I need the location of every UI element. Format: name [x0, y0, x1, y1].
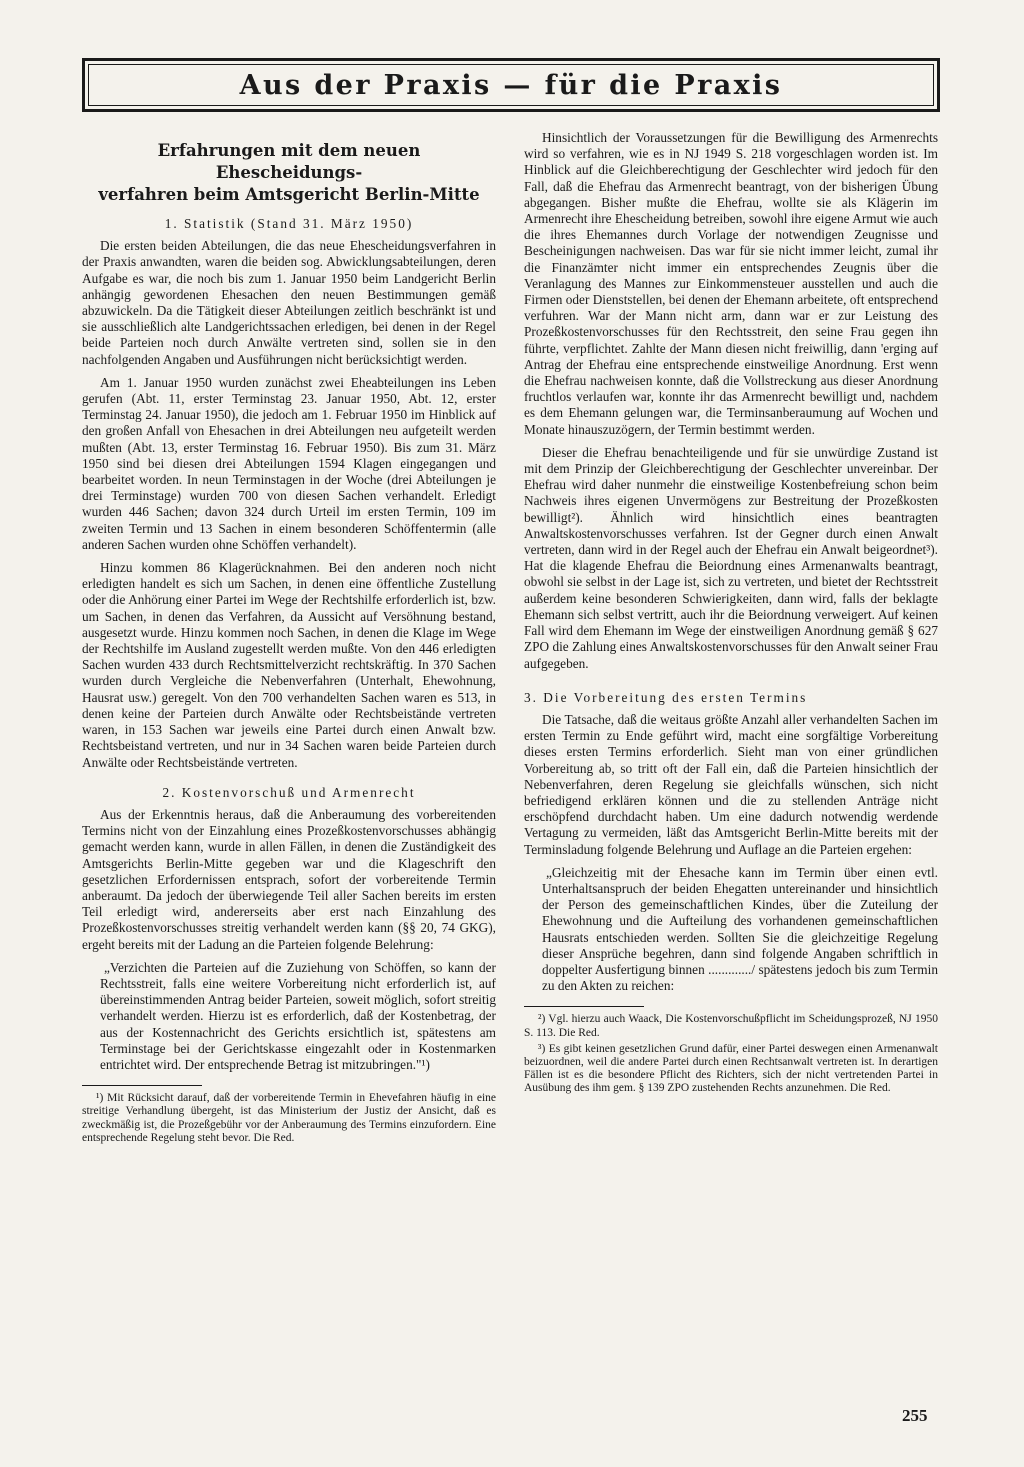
section-heading-kostenvorschuss: 2. Kostenvorschuß und Armenrecht	[162, 784, 416, 800]
block-quote: „Verzichten die Parteien auf die Zuziehung von Schöffen, so kann der Rechtsstreit, falls eine weitere Vorbereitung nicht erforderlich ist, auf übereinstimmenden Antrag beider Parteien, soweit möglich, sofort streitig verhandelt werden. Hierzu ist es erforderlich, daß der Kostenbetrag, der aus der Kostennachricht des Gerichts ersichtlich ist, spätestens am Terminstage bei der Gerichtskasse eingezahlt oder in Kostenmarken entrichtet wird. Der entsprechende Betrag ist mitzubringen."¹)	[100, 959, 496, 1072]
section-heading-statistik: 1. Statistik (Stand 31. März 1950)	[164, 216, 414, 231]
section-heading-vorbereitung: 3. Die Vorbereitung des ersten Termins	[524, 689, 808, 705]
paragraph: Die Tatsache, daß die weitaus größte Anzahl aller verhandelten Sachen im ersten Termin zu Ende geführt wird, macht eine sorgfältige Vorbereitung dieses ersten Termins erforderlich. Sieht man von einer gründlichen Vorbereitung ab, so tritt oft der Fall ein, daß die Parteien hinsichtlich der Nebenverfahren, deren Regelung sie gleichfalls wünschen, sich nicht befriedigend erklären können und die zu stellenden Anträge nicht erschöpfend durchdacht haben. Um eine dadurch notwendig werdende Vertagung zu vermeiden, läßt das Amtsgericht Berlin-Mitte bereits mit der Terminsladung folgende Belehrung und Auflage an die Parteien ergehen:	[524, 711, 938, 857]
article-title-line-1: Erfahrungen mit dem neuen Ehescheidungs-	[157, 141, 421, 182]
footnote-3: ³) Es gibt keinen gesetzlichen Grund dafür, einer Partei deswegen einen Armenanwalt beizuordnen, weil die andere Partei durch einen Rechtsanwalt vertreten ist. In derartigen Fällen ist es die besondere Pflicht des Richters, sich der nicht vertretenden Partei in Ausübung des ihm gem. § 139 ZPO zustehenden Rechts anzunehmen. Die Red.	[524, 1042, 938, 1095]
paragraph: Am 1. Januar 1950 wurden zunächst zwei Eheabteilungen ins Leben gerufen (Abt. 11, erster Terminstag 23. Januar 1950, Abt. 12, erster Terminstag 24. Januar 1950), die jedoch am 1. Februar 1950 im Hinblick auf den großen Anfall von Ehesachen in drei Abteilungen neu aufgeteilt werden mußten (Abt. 13, erster Terminstag 16. Februar 1950). Bis zum 31. März 1950 sind bei diesen drei Abteilungen 1594 Klagen eingegangen und bearbeitet worden. In neun Terminstagen in der Woche (drei Abteilungen je drei Terminstage) wurden 700 von diesen Sachen verhandelt. Erledigt wurden 446 Sachen; davon 324 durch Urteil im ersten Termin, 109 im zweiten Termin und 13 Sachen in einem besonderen Schöffentermin (alle anderen Sachen wurden ohne Schöffen verhandelt).	[82, 374, 496, 552]
article-title	[82, 140, 496, 206]
article-title-line-2: verfahren beim Amtsgericht Berlin-Mitte	[98, 185, 480, 204]
section-banner	[82, 58, 940, 112]
paragraph: Die ersten beiden Abteilungen, die das neue Ehescheidungsverfahren in der Praxis anwandten, waren die beiden sog. Abwicklungsabteilungen, deren Aufgabe es war, die noch bis zum 1. Januar 1950 beim Landgericht Berlin anhängig gewordenen Ehesachen den neuen Bestimmungen gemäß abzuwickeln. Da die Tätigkeit dieser Abteilungen zeitlich beschränkt ist und sie ausschließlich alte Landgerichtssachen erledigen, bei denen in der Regel beide Parteien noch durch Anwälte vertreten sind, sollen sie in den nachfolgenden Angaben und Ausführungen nicht berücksichtigt werden.	[82, 238, 496, 367]
paragraph: Hinsichtlich der Voraussetzungen für die Bewilligung des Armenrechts wird so verfahren, wie es in NJ 1949 S. 218 vorgeschlagen worden ist. Im Hinblick auf die Gleichberechtigung der Geschlechter wird jedoch für den Fall, daß die Ehefrau das Armenrecht beantragt, von der bisherigen Übung abgegangen. Bisher mußte die Ehefrau, wollte sie als Klägerin im Armenrecht ihre Ehescheidung betreiben, sowohl ihre eigene Armut wie auch die ihres Ehemannes durch Vorlage der notwendigen Zeugnisse und Bescheinigungen nachweisen. Das war für sie nicht immer leicht, zumal ihr die Finanzämter nicht immer ein entsprechendes Zeugnis über die Veranlagung des Mannes zur Einkommensteuer ausstellen und auch die Firmen oder Dienststellen, bei denen der Ehemann arbeitete, oft entsprechend verfuhren. War der Mann nicht arm, dann war er zur Leistung des Prozeßkostenvorschusses für den Rechtsstreit, den seine Frau gegen ihn führte, verpflichtet. Zahlte der Mann diesen nicht freiwillig, dann 'erging auf Antrag der Ehefrau eine entsprechende einstweilige Anordnung. Erst wenn die Ehefrau nachweisen konnte, daß die Vollstreckung aus dieser Anordnung fruchtlos verlaufen war, konnte ihr das Armenrecht bewilligt und, nachdem es dem Ehemann gelungen war, die Terminsanberaumung auf Wochen und Monate hinauszuzögern, der Termin bestimmt werden.	[524, 130, 938, 437]
footnote-rule	[82, 1085, 202, 1086]
left-column	[82, 130, 496, 1148]
footnote-1: ¹) Mit Rücksicht darauf, daß der vorbereitende Termin in Ehevefahren häufig in eine streitige Verhandlung übergeht, ist das Ministerium der Justiz der Ansicht, daß es zweckmäßig ist, die Prozeßgebühr vor der Anberaumung des Termins einzufordern. Eine entsprechende Regelung steht bevor. Die Red.	[82, 1092, 496, 1144]
footnote-2: ²) Vgl. hierzu auch Waack, Die Kostenvorschußpflicht im Scheidungsprozeß, NJ 1950 S. 113. Die Red.	[524, 1013, 938, 1039]
paragraph: Aus der Erkenntnis heraus, daß die Anberaumung des vorbereitenden Termins nicht von der Einzahlung eines Prozeßkostenvorschusses abhängig gemacht werden kann, wurde in allen Fällen, in denen die Zuständigkeit des Amtsgerichts Berlin-Mitte gegeben war und die Klageschrift den gesetzlichen Erfordernissen entsprach, sofort der vorbereitende Termin anberaumt. Da jedoch der überwiegende Teil aller Sachen bereits im ersten Teil erledigt wird, andererseits aber erst nach Einzahlung des Prozeßkostenvorschusses streitig verhandelt werden kann (§§ 20, 74 GKG), ergeht bereits mit der Ladung an die Parteien folgende Belehrung:	[82, 806, 496, 952]
page-number: 255	[902, 1406, 928, 1425]
paragraph: Dieser die Ehefrau benachteiligende und für sie unwürdige Zustand ist mit dem Prinzip der Gleichberechtigung der Geschlechter unvereinbar. Der Ehefrau wird daher nunmehr die einstweilige Kostenbefreiung schon beim Nachweis ihres eigenen Unvermögens zur Bestreitung der Prozeßkosten bewilligt²). Ähnlich wird hinsichtlich eines beantragten Anwaltskostenvorschusses verfahren. Ist der Gegner durch einen Anwalt vertreten, dann wird in der Regel auch der Ehefrau ein Anwalt beigeordnet³). Hat die klagende Ehefrau die Beiordnung eines Armenanwalts beantragt, obwohl sie selbst in der Lage ist, sich zu vertreten, und bietet der Rechtsstreit außerdem keine besonderen Schwierigkeiten, dann wird, falls der beklagte Ehemann sich selbst vertritt, auch ihr die Beiordnung verweigert. Auf keinen Fall wird dem Ehemann im Wege der einstweiligen Anordnung gemäß § 627 ZPO die Zahlung eines Anwaltskostenvorschusses für den Anwalt seiner Frau aufgegeben.	[524, 444, 938, 671]
banner-title: Aus der Praxis — für die Praxis	[239, 69, 783, 101]
right-column	[524, 130, 938, 1099]
block-quote: „Gleichzeitig mit der Ehesache kann im Termin über einen evtl. Unterhaltsanspruch der beiden Ehegatten untereinander und hinsichtlich der Person des gemeinschaftlichen Kindes, über die Zuteilung der Ehewohnung und die Aufteilung des vorhandenen gemeinschaftlichen Hausrats entschieden werden. Sollten Sie die gleichzeitige Regelung dieser Ansprüche begehren, dann sind folgende Angaben schriftlich in doppelter Ausfertigung binnen ............./ spätestens jedoch bis zum Termin zu den Akten zu reichen:	[542, 864, 938, 994]
footnote-rule	[524, 1006, 644, 1007]
paragraph: Hinzu kommen 86 Klagerücknahmen. Bei den anderen noch nicht erledigten handelt es sich um Sachen, in denen eine öffentliche Zustellung oder die Anhörung einer Partei im Wege der Rechtshilfe erforderlich ist, bzw. um Sachen, in denen das Verfahren, da Aussicht auf Versöhnung bestand, ausgesetzt wurde. Hinzu kommen noch Sachen, in denen die Klage im Wege der Rechtshilfe im Ausland zugestellt werden mußte. Von den 446 erledigten Sachen wurden 433 durch Rechtsmittelverzicht rechtskräftig. In 370 Sachen wurden durch Vergleiche die Nebenverfahren (Unterhalt, Ehewohnung, Hausrat usw.) geregelt. Von den 700 verhandelten Sachen waren es 513, in denen keine der Parteien durch Anwälte oder Rechtsbeistände vertreten waren, in 153 Sachen war jeweils eine Partei durch einen Anwalt bzw. Rechtsbeistand vertreten, und nur in 34 Sachen waren beide Parteien durch Anwälte oder Rechtsbeistände vertreten.	[82, 560, 496, 770]
